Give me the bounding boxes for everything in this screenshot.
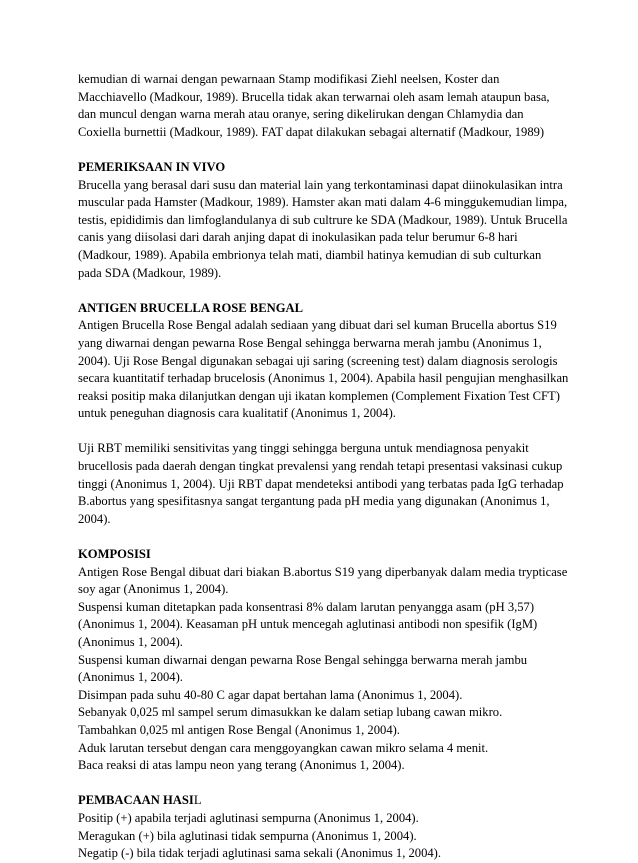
- text-line: (Anonimus 1, 2004).: [78, 635, 183, 649]
- section-heading: [78, 792, 578, 810]
- text-line: soy agar (Anonimus 1, 2004).: [78, 582, 229, 597]
- text-line: canis yang diisolasi dari darah anjing dapat di inokulasikan pada telur berumur 6-8 hari: [78, 230, 518, 245]
- section-heading: ANTIGEN BRUCELLA ROSE BENGAL: [78, 300, 303, 315]
- text-line: secara kuantitatif terhadap brucelosis (Anonimus 1, 2004). Apabila hasil pengujian menghasilkan: [78, 371, 569, 386]
- heading-bold-part: PEMBACAAN HASI: [78, 793, 194, 808]
- section-in-vivo: [78, 159, 578, 282]
- text-line: Suspensi kuman ditetapkan pada konsentrasi 8% dalam larutan penyangga asam (pH 3,57): [78, 599, 535, 614]
- text-line: Aduk larutan tersebut dengan cara menggoyangkan cawan mikro selama 4 menit.: [78, 740, 489, 755]
- section-heading: PEMERIKSAAN IN VIVO: [78, 159, 226, 174]
- intro-paragraph: [78, 71, 578, 141]
- section-pembacaan-hasil: [78, 792, 578, 862]
- text-line: (Anonimus 1, 2004).: [78, 670, 183, 685]
- text-line: pada SDA (Madkour, 1989).: [78, 265, 222, 280]
- text-line: Positip (+) apabila terjadi aglutinasi sempurna (Anonimus 1, 2004).: [78, 810, 419, 825]
- text-line: tinggi (Anonimus 1, 2004). Uji RBT dapat mendeteksi antibodi yang terbatas pada IgG terhadap: [78, 476, 564, 491]
- text-line: Antigen Rose Bengal dibuat dari biakan B.abortus S19 yang diperbanyak dalam media trypticase: [78, 564, 568, 579]
- text-line: dan muncul dengan warna merah atau oranye, sering dikelirukan dengan Chlamydia dan: [78, 107, 524, 122]
- text-line: brucellosis pada daerah dengan tingkat prevalensi yang rendah tetapi presentasi vaksinasi cukup: [78, 459, 563, 474]
- text-line: Antigen Brucella Rose Bengal adalah sediaan yang dibuat dari sel kuman Brucella abortus S19: [78, 318, 557, 333]
- text-line: Sebanyak 0,025 ml sampel serum dimasukkan ke dalam setiap lubang cawan mikro.: [78, 705, 503, 720]
- text-line: Brucella yang berasal dari susu dan material lain yang terkontaminasi dapat diinokulasikan intra: [78, 177, 563, 192]
- text-line: Tambahkan 0,025 ml antigen Rose Bengal (Anonimus 1, 2004).: [78, 722, 400, 737]
- text-line: 2004).: [78, 511, 111, 526]
- text-line: Macchiavello (Madkour, 1989). Brucella tidak akan terwarnai oleh asam lemah ataupun basa,: [78, 89, 550, 104]
- text-line: muscular pada Hamster (Madkour, 1989). Hamster akan mati dalam 4-6 minggukemudian limpa,: [78, 195, 568, 210]
- text-line: Uji RBT memiliki sensitivitas yang tinggi sehingga berguna untuk mendiagnosa penyakit: [78, 441, 529, 456]
- text-line: Disimpan pada suhu 40-80 C agar dapat bertahan lama (Anonimus 1, 2004).: [78, 687, 463, 702]
- section-heading: KOMPOSISI: [78, 547, 151, 562]
- text-line: B.abortus yang spesifitasnya sangat tergantung pada pH media yang digunakan (Anonimus 1,: [78, 494, 550, 509]
- text-line: reaksi positip maka dilanjutkan dengan uji ikatan komplemen (Complement Fixation Test CFT): [78, 388, 560, 403]
- text-line: Coxiella burnettii (Madkour, 1989). FAT dapat dilakukan sebagai alternatif (Madkour, 1989): [78, 124, 545, 139]
- text-line: testis, epididimis dan limfoglandulanya di sub cultrure ke SDA (Madkour, 1989). Untuk Brucella: [78, 212, 568, 227]
- text-line: kemudian di warnai dengan pewarnaan Stamp modifikasi Ziehl neelsen, Koster dan: [78, 72, 500, 86]
- text-line: Negatip (-) bila tidak terjadi aglutinasi sama sekali (Anonimus 1, 2004).: [78, 846, 442, 861]
- text-line: Meragukan (+) bila aglutinasi tidak sempurna (Anonimus 1, 2004).: [78, 828, 417, 843]
- heading-tail-letter: L: [193, 793, 202, 808]
- text-line: untuk peneguhan diagnosis cara kualitatif (Anonimus 1, 2004).: [78, 406, 396, 421]
- text-line: Suspensi kuman diwarnai dengan pewarna Rose Bengal sehingga berwarna merah jambu: [78, 652, 528, 667]
- section-komposisi: [78, 546, 578, 775]
- text-line: (Anonimus 1, 2004). Keasaman pH untuk mencegah aglutinasi antibodi non spesifik (IgM): [78, 617, 538, 632]
- text-line: Baca reaksi di atas lampu neon yang terang (Anonimus 1, 2004).: [78, 758, 405, 773]
- text-line: yang diwarnai dengan pewarna Rose Bengal sehingga berwarna merah jambu (Anonimus 1,: [78, 335, 542, 350]
- document-page: [78, 71, 578, 863]
- section-antigen: [78, 300, 578, 529]
- text-line: 2004). Uji Rose Bengal digunakan sebagai uji saring (screening test) dalam diagnosis serologis: [78, 353, 558, 368]
- text-line: (Madkour, 1989). Apabila embrionya telah mati, diambil hatinya kemudian di sub culturkan: [78, 247, 542, 262]
